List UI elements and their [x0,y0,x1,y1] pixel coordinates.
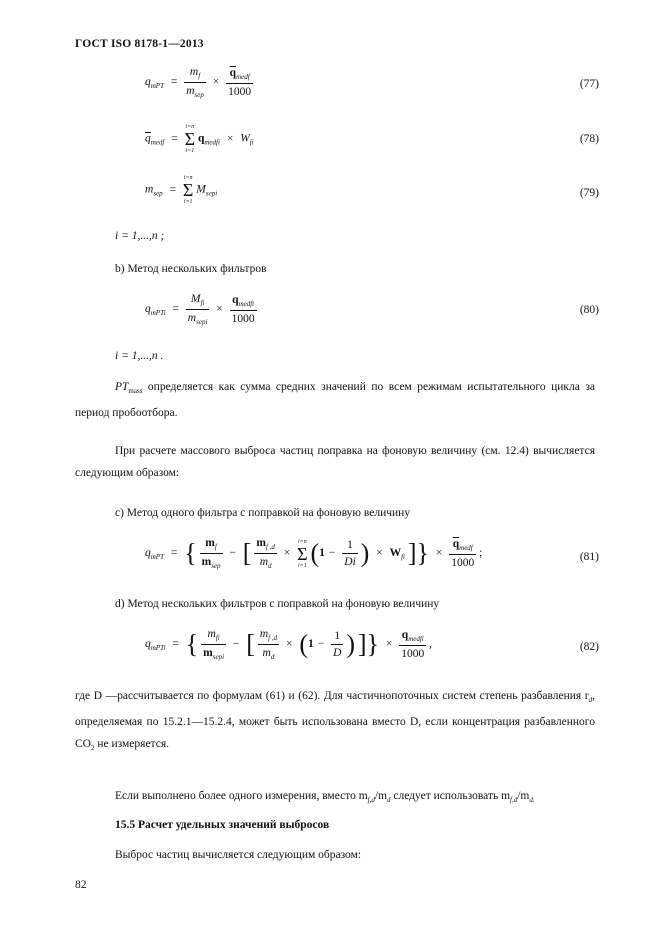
equation-number-79: (79) [579,187,599,199]
equation-79: $m_{sep}$ = i=n Σ i=1 $M_{sepi}$ [145,175,218,205]
paragraph-multiple-measurements: Если выполнено более одного измерения, вместо $m_{f,d}/m_d$ следует использовать $m_{f,d}/m_{d.}$ [115,790,535,804]
equation-number-81: (81) [579,551,599,563]
equation-number-78: (78) [579,133,599,145]
item-c: c) Метод одного фильтра с поправкой на фоновую величину [115,507,411,519]
document-header: ГОСТ ISO 8178-1—2013 [75,38,204,50]
paragraph-where-d: где D —рассчитывается по формулам (61) и (62). Для частичнопоточных систем степень разбавления $r_d$, определяемая по 15.2.1—15.2.4, может быть использована вместо D, если концентрация разбавленного $CO_2$ не измеряется. [75,690,595,752]
equation-82: $q_{mPTi}$ = { $\frac{m_{fi}}{m_{sepi}}$ − [ $\frac{m_{f ,d}}{m_d}$ × (1 − $\frac{1}{D}$ ) ]} × $\frac{q_{medfi}}{1000}$ , [145,628,433,661]
section-title-15-5: 15.5 Расчет удельных значений выбросов [115,819,330,831]
equation-80: $q_{mPTi}$ = $\frac{M_{fi}}{m_{sepi}}$ × $\frac{q_{medfi}}{1000}$ [145,293,255,326]
paragraph-ptmass: $PT_{mass}$ определяется как сумма средних значений по всем режимам испытательного цикла за период пробоотбора. [75,381,595,419]
index-range-2: i = 1,...,n . [115,350,164,362]
paragraph-particle-emission: Выброс частиц вычисляется следующим образом: [115,849,362,861]
equation-number-82: (82) [579,641,599,653]
index-range-1: i = 1,...,n ; [115,230,165,242]
equation-number-77: (77) [579,78,599,90]
equation-81: $q_{mPT}$ = { $\frac{m_f}{m_{sep}}$ − [ $\frac{m_{f ,d}}{m_d}$ × i=n Σ i=1 (1 − $\frac{1}{Di}$ ) × $W_{fi}$ ]} × $\frac{\overline{q}_{medf}}{1000}$ ; [145,537,483,570]
item-b: b) Метод нескольких фильтров [115,263,267,275]
page-number: 82 [75,879,87,891]
equation-78: $\overline{q}_{medf}$ = i=n Σ i=1 $q_{medfi} \times W_{fi}$ [145,124,254,154]
equation-number-80: (80) [579,304,599,316]
equation-77: $q_{mPT}$ = $\frac{m_f}{m_{sep}}$ × $\frac{\overline{q}_{medf}}{1000}$ [145,66,252,99]
item-d: d) Метод нескольких фильтров с поправкой на фоновую величину [115,598,440,610]
paragraph-background-correction: При расчете массового выброса частиц поправка на фоновую величину (см. 12.4) вычисляется следующим образом: [75,445,595,479]
